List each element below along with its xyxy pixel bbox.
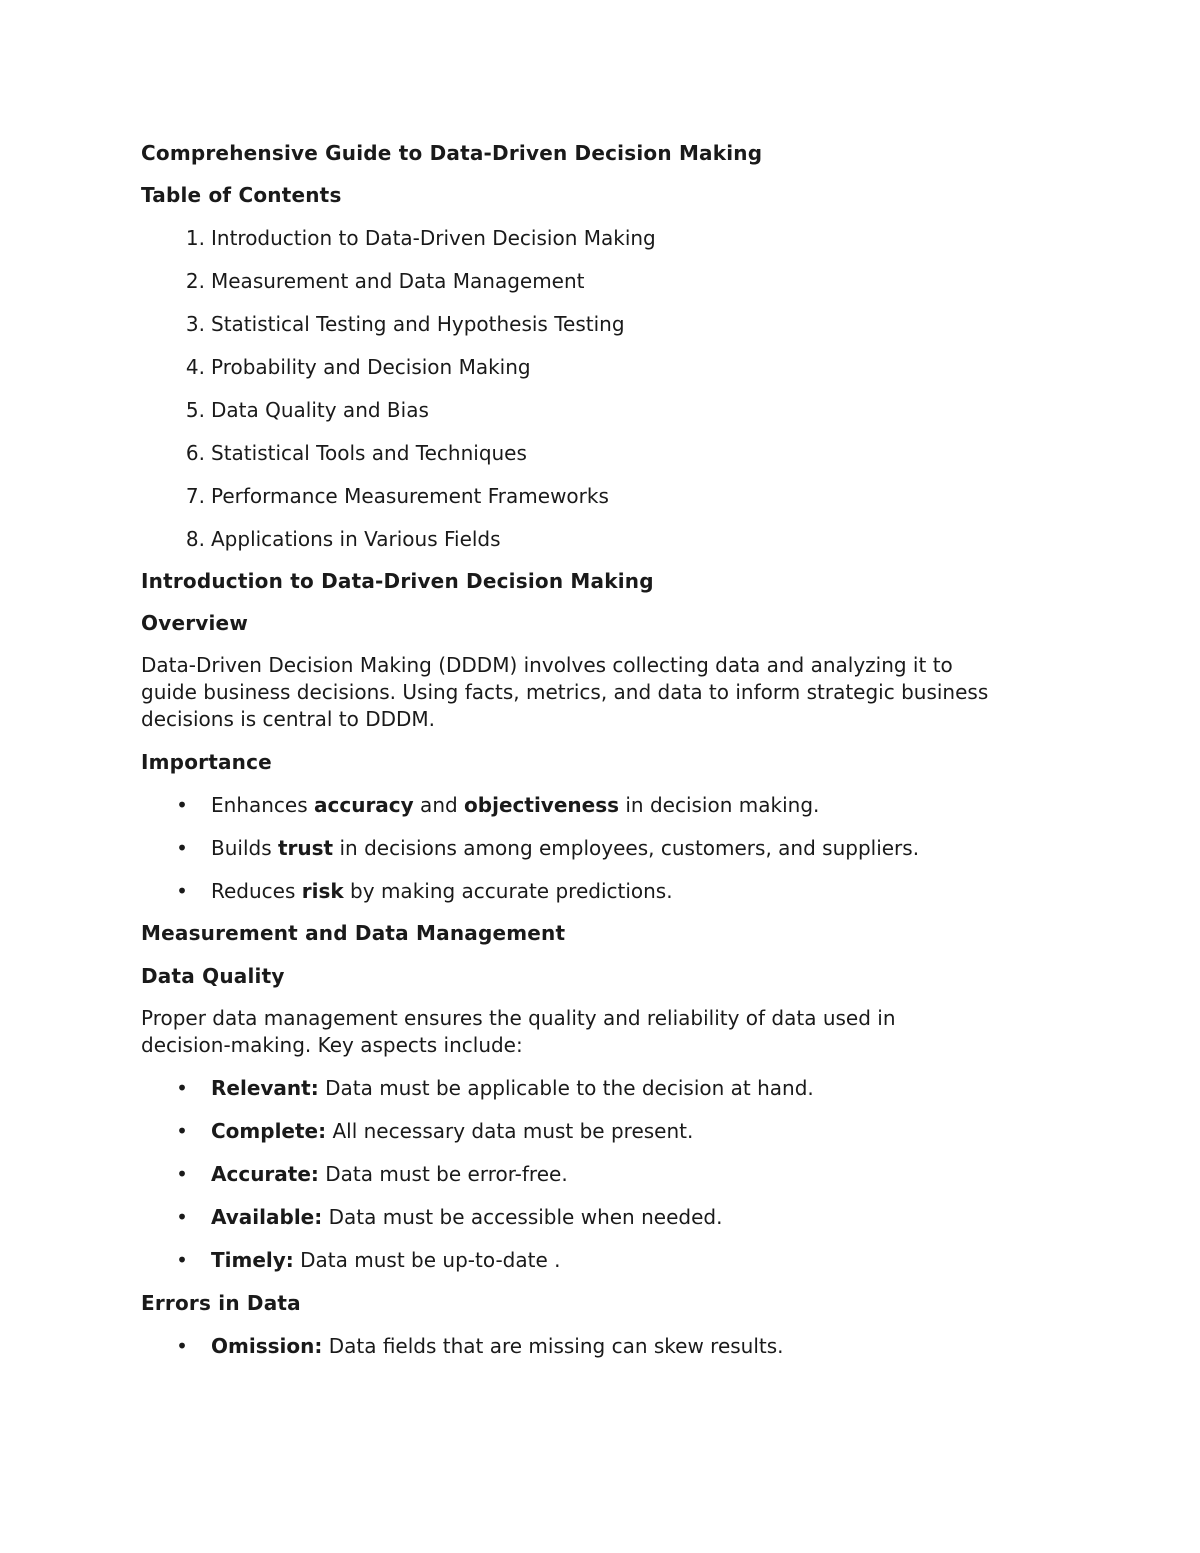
- term-label: Complete:: [211, 1119, 327, 1143]
- paragraph-line: decision-making. Key aspects include:: [141, 1033, 523, 1057]
- toc-item: [141, 396, 1071, 424]
- toc-item: [141, 439, 1071, 467]
- item-text: Builds: [211, 836, 278, 860]
- list-item: [141, 1117, 1071, 1145]
- document-page: [141, 139, 1071, 1360]
- toc-item: [141, 525, 1071, 553]
- overview-paragraph: [141, 652, 1071, 733]
- toc-number: 3.: [185, 312, 205, 336]
- item-text: Data fields that are missing can skew results.: [322, 1334, 784, 1358]
- toc-number: 8.: [185, 527, 205, 551]
- section-heading: Introduction to Data-Driven Decision Making: [141, 569, 654, 593]
- term-label: Accurate:: [211, 1162, 319, 1186]
- list-item: [141, 877, 1071, 905]
- list-item: [141, 1160, 1071, 1188]
- data-quality-list: [141, 1074, 1071, 1274]
- item-text: Data must be up-to-date .: [293, 1248, 561, 1272]
- document-title: Comprehensive Guide to Data-Driven Decision Making: [141, 141, 763, 165]
- item-text: by making accurate predictions.: [343, 879, 673, 903]
- toc-item: [141, 310, 1071, 338]
- list-item: [141, 1246, 1071, 1274]
- list-item: [141, 1074, 1071, 1102]
- emphasis-text: trust: [277, 836, 334, 860]
- bullet-icon: •: [176, 1119, 188, 1143]
- term-label: Relevant:: [211, 1076, 319, 1100]
- toc-item-label: Probability and Decision Making: [211, 355, 531, 379]
- toc-item-label: Introduction to Data-Driven Decision Making: [211, 226, 656, 250]
- errors-list: [141, 1332, 1071, 1360]
- toc-item-label: Data Quality and Bias: [211, 398, 429, 422]
- item-text: Data must be applicable to the decision at hand.: [318, 1076, 814, 1100]
- toc-number: 5.: [185, 398, 205, 422]
- subsection-heading: Overview: [141, 611, 249, 635]
- toc-list: [141, 224, 1071, 553]
- toc-item: [141, 224, 1071, 252]
- paragraph-line: guide business decisions. Using facts, metrics, and data to inform strategic business: [141, 680, 989, 704]
- item-text: Enhances: [211, 793, 314, 817]
- emphasis-text: accuracy: [314, 793, 414, 817]
- toc-item-label: Applications in Various Fields: [211, 527, 501, 551]
- section-heading: Measurement and Data Management: [141, 921, 566, 945]
- paragraph-line: decisions is central to DDDM.: [141, 707, 436, 731]
- term-label: Omission:: [211, 1334, 323, 1358]
- toc-item-label: Performance Measurement Frameworks: [211, 484, 609, 508]
- toc-number: 1.: [185, 226, 205, 250]
- toc-item-label: Measurement and Data Management: [211, 269, 585, 293]
- bullet-icon: •: [176, 1248, 188, 1272]
- subsection-heading: Importance: [141, 750, 272, 774]
- toc-item: [141, 482, 1071, 510]
- item-text: Data must be accessible when needed.: [322, 1205, 723, 1229]
- item-text: Data must be error-free.: [318, 1162, 568, 1186]
- toc-number: 6.: [185, 441, 205, 465]
- data-quality-paragraph: [141, 1005, 1071, 1059]
- item-text: in decisions among employees, customers, and suppliers.: [333, 836, 920, 860]
- bullet-icon: •: [176, 1076, 188, 1100]
- list-item: [141, 1332, 1071, 1360]
- toc-item: [141, 267, 1071, 295]
- importance-list: [141, 791, 1071, 905]
- item-text: in decision making.: [619, 793, 820, 817]
- emphasis-text: objectiveness: [464, 793, 620, 817]
- toc-number: 4.: [185, 355, 205, 379]
- list-item: [141, 1203, 1071, 1231]
- item-text: Reduces: [211, 879, 302, 903]
- term-label: Timely:: [211, 1248, 294, 1272]
- bullet-icon: •: [176, 793, 188, 817]
- bullet-icon: •: [176, 1162, 188, 1186]
- item-text: All necessary data must be present.: [326, 1119, 694, 1143]
- toc-heading: Table of Contents: [141, 183, 342, 207]
- term-label: Available:: [211, 1205, 323, 1229]
- toc-item-label: Statistical Tools and Techniques: [211, 441, 527, 465]
- bullet-icon: •: [176, 879, 188, 903]
- emphasis-text: risk: [301, 879, 344, 903]
- toc-item-label: Statistical Testing and Hypothesis Testing: [211, 312, 625, 336]
- list-item: [141, 834, 1071, 862]
- paragraph-line: Data-Driven Decision Making (DDDM) involves collecting data and analyzing it to: [141, 653, 953, 677]
- toc-item: [141, 353, 1071, 381]
- bullet-icon: •: [176, 1205, 188, 1229]
- list-item: [141, 791, 1071, 819]
- subsection-heading: Errors in Data: [141, 1291, 301, 1315]
- item-text: and: [413, 793, 465, 817]
- subsection-heading: Data Quality: [141, 964, 285, 988]
- paragraph-line: Proper data management ensures the quality and reliability of data used in: [141, 1006, 896, 1030]
- toc-number: 7.: [185, 484, 205, 508]
- bullet-icon: •: [176, 1334, 188, 1358]
- toc-number: 2.: [185, 269, 205, 293]
- bullet-icon: •: [176, 836, 188, 860]
